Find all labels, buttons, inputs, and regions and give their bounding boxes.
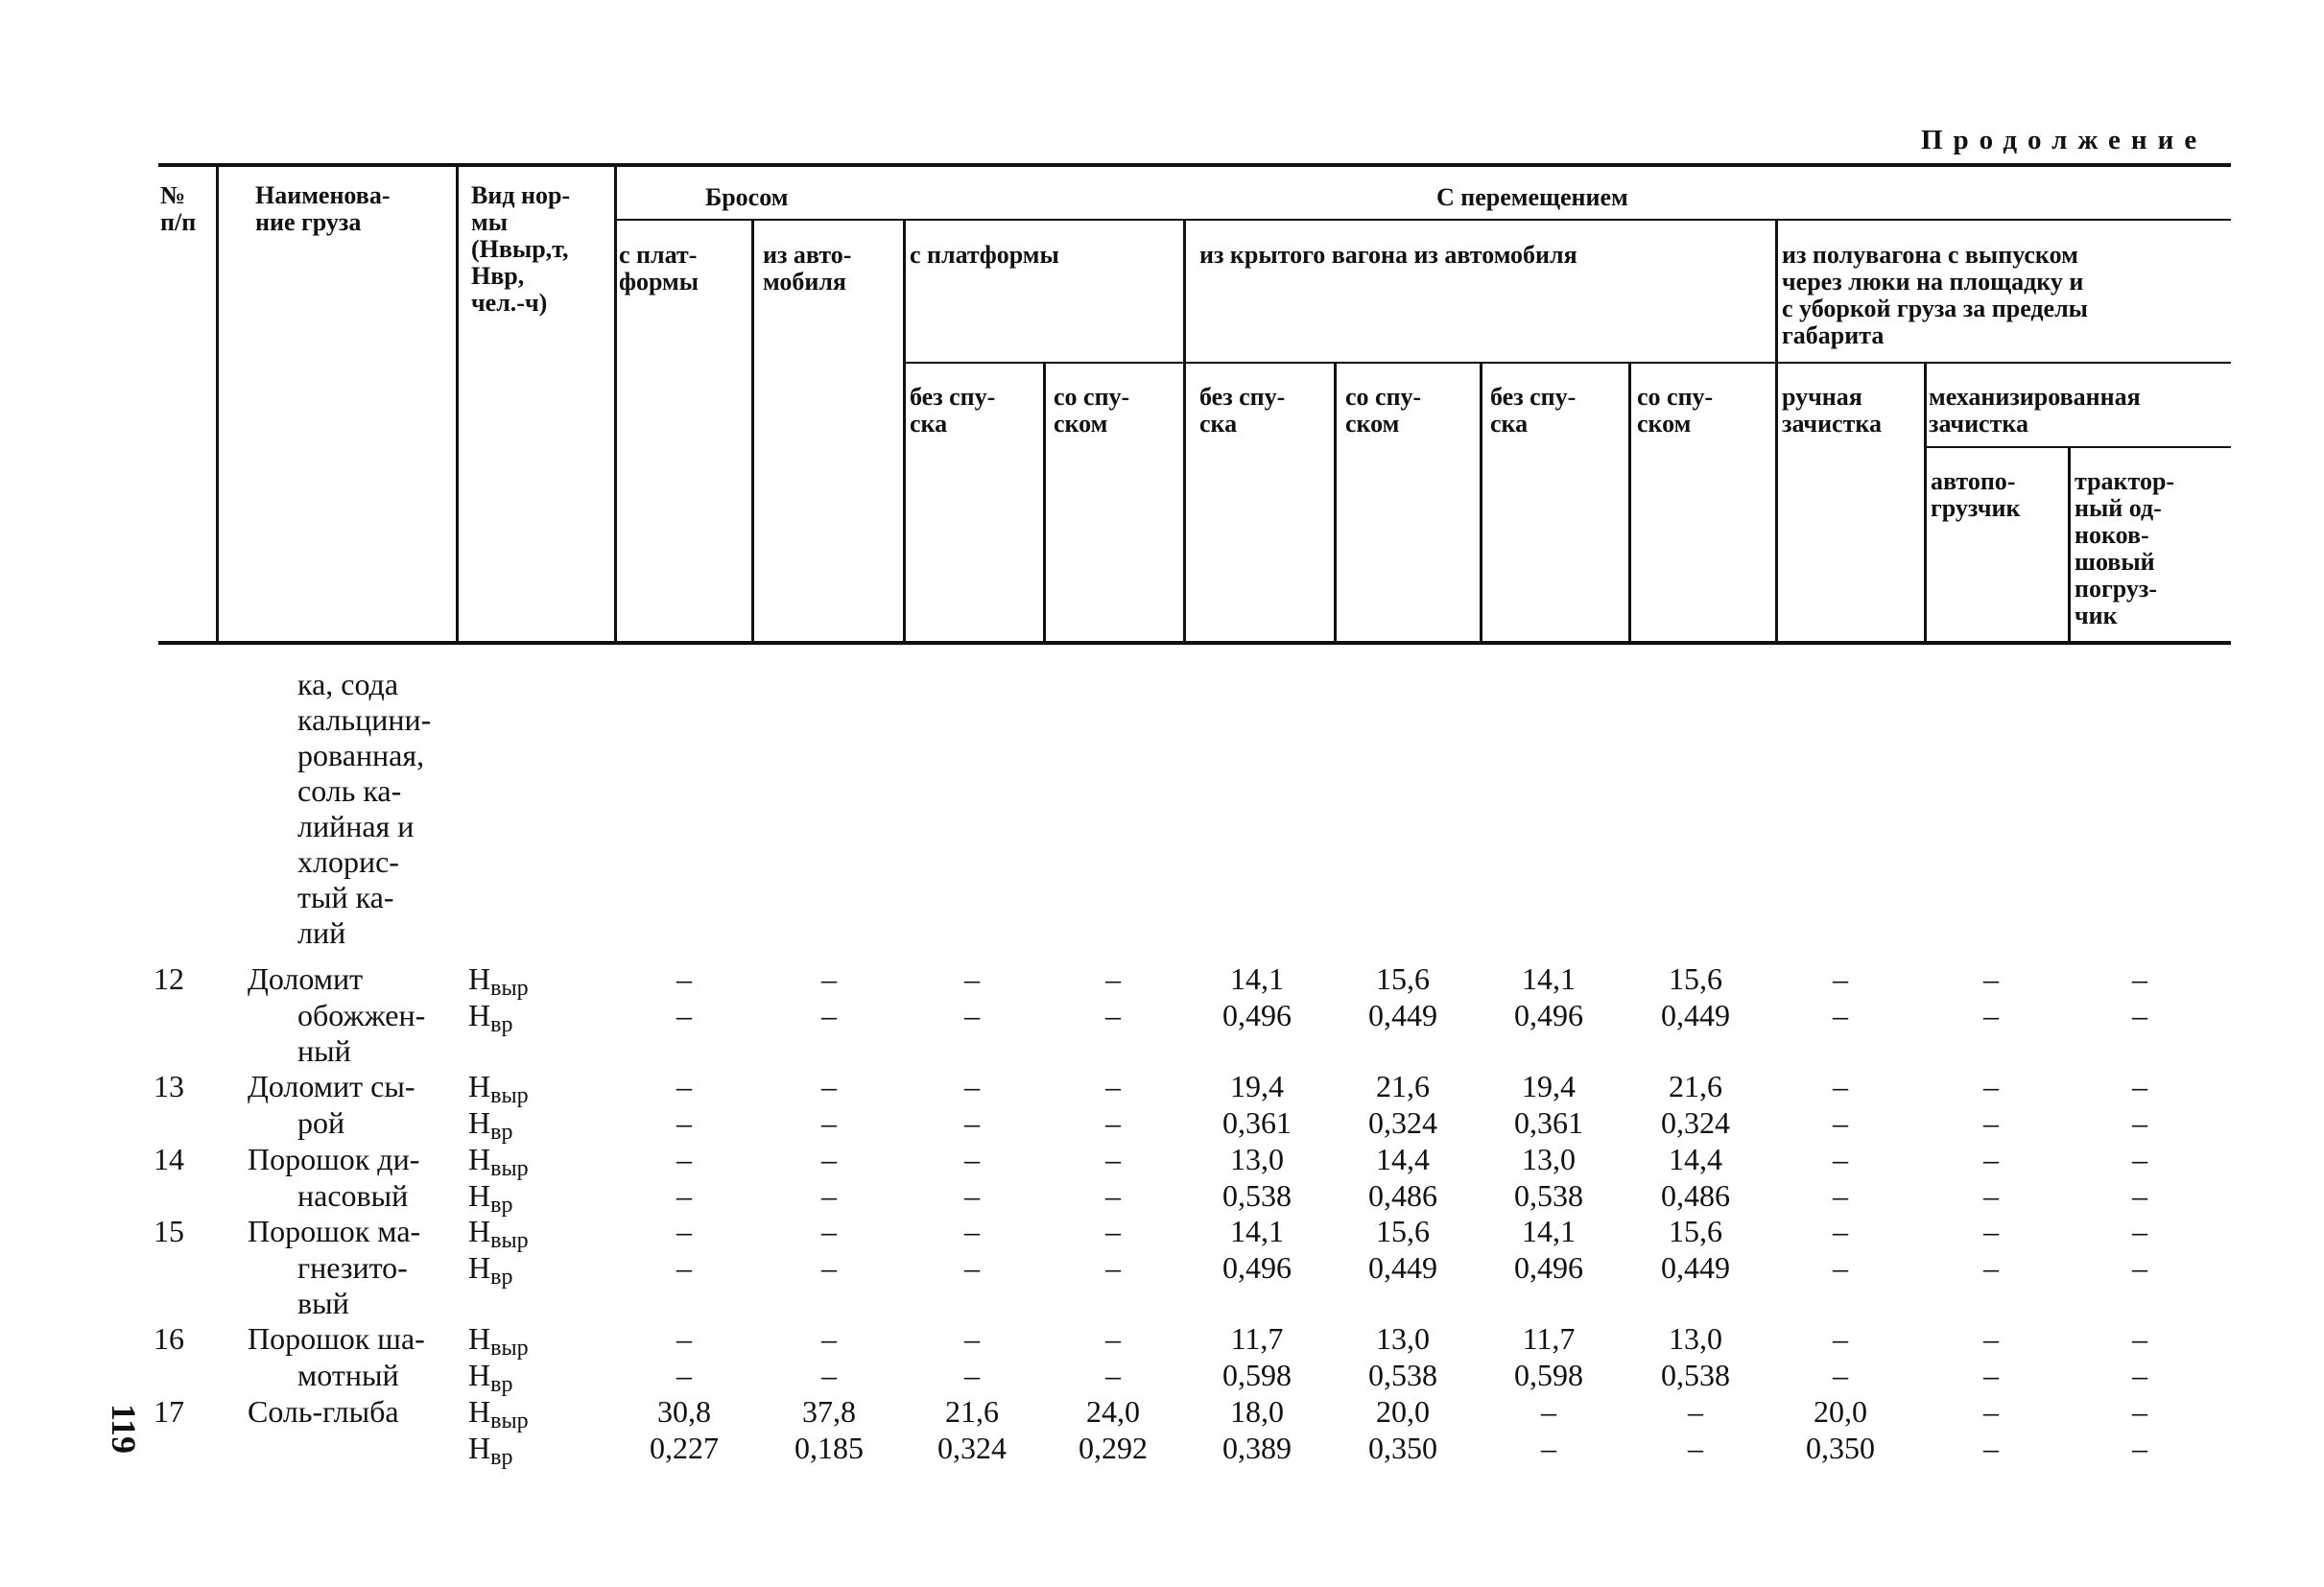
header-so-spuskom-2: со спу- ском (1345, 383, 1422, 438)
cell-vr: 0,538 (1368, 1357, 1437, 1392)
cell-vyr: – (2132, 1214, 2147, 1248)
vline-13 (2068, 446, 2071, 643)
vline-7 (1183, 219, 1186, 643)
cell-vyr: 15,6 (1376, 1214, 1430, 1248)
cell-vr: – (2132, 1430, 2147, 1465)
cell-vyr: – (1541, 1394, 1556, 1429)
cell-vyr: 13,0 (1230, 1142, 1284, 1176)
cell-vyr: – (1105, 1142, 1121, 1176)
cell-vyr: – (676, 1214, 692, 1248)
cell-vr: – (964, 1357, 980, 1392)
header-name: Наименова- ние груза (255, 181, 391, 236)
cell-vr: – (964, 1249, 980, 1285)
cell-vr: 0,538 (1661, 1357, 1730, 1392)
header-norm-type: Вид нор- мы (Hвыр,т, Hвр, чел.-ч) (471, 181, 571, 317)
cell-vr: – (1833, 1104, 1848, 1140)
cell-vyr: – (676, 1142, 692, 1176)
cell-vyr: – (1983, 1394, 1999, 1429)
cell-vr: – (1105, 1104, 1121, 1140)
row-name: Соль-глыба (248, 1394, 399, 1429)
row-name: гнезито- (297, 1249, 408, 1285)
row-name: Доломит (248, 961, 364, 996)
vline-2 (456, 163, 459, 643)
header-traktor: трактор- ный од- ноков- шовый погруз- чик (2075, 467, 2175, 629)
header-ruchnaya: ручная зачистка (1782, 383, 1882, 438)
cell-vyr: 14,4 (1376, 1142, 1430, 1176)
cell-vyr: 18,0 (1230, 1394, 1284, 1429)
norm-label-vyr: $H_{выр}$ (468, 961, 529, 1001)
rule-under-mekh (1924, 446, 2231, 448)
header-num: № п/п (160, 181, 197, 236)
cell-vr: 0,496 (1222, 1249, 1292, 1285)
header-s-platf: с плат- формы (619, 241, 700, 296)
norm-label-vyr: $H_{выр}$ (468, 1214, 529, 1253)
header-brosom: Бросом (705, 183, 789, 211)
cell-vyr: 21,6 (945, 1394, 999, 1429)
cell-vyr: – (2132, 1321, 2147, 1356)
header-so-spuskom-1: со спу- ском (1054, 383, 1130, 438)
cell-vr: – (2132, 997, 2147, 1032)
cell-vyr: – (676, 961, 692, 996)
cell-vyr: – (2132, 1394, 2147, 1429)
cell-vr: – (2132, 1249, 2147, 1285)
cell-vr: – (1105, 1177, 1121, 1213)
norm-label-vyr: $H_{выр}$ (468, 1321, 529, 1361)
row-name: рой (297, 1104, 345, 1140)
cell-vyr: – (1983, 1214, 1999, 1248)
cell-vyr: 15,6 (1376, 961, 1430, 996)
cell-vr: 0,496 (1222, 997, 1292, 1032)
cell-vr: – (676, 1357, 692, 1392)
continuation-label: Продолжение (1921, 125, 2208, 155)
cell-vr: 0,449 (1368, 1249, 1437, 1285)
cell-vyr: – (1105, 961, 1121, 996)
rule-under-subgroups (905, 362, 2231, 364)
norm-label-vr: $H_{вр}$ (468, 997, 513, 1037)
cell-vr: – (676, 1177, 692, 1213)
cell-vyr: – (821, 1321, 837, 1356)
cell-vr: – (964, 1104, 980, 1140)
cell-vr: 0,449 (1661, 1249, 1730, 1285)
header-so-spuskom-3: со спу- ском (1637, 383, 1714, 438)
carry-over-name: ка, сода кальцини- рованная, соль ка- лийная и хлорис- тый ка- лий (297, 667, 432, 950)
cell-vyr: 13,0 (1376, 1321, 1430, 1356)
header-bez-spuska-2: без спу- ска (1199, 383, 1286, 438)
header-bez-spuska-3: без спу- ска (1490, 383, 1577, 438)
cell-vyr: – (1688, 1394, 1703, 1429)
cell-vr: – (821, 997, 837, 1032)
cell-vr: 0,324 (937, 1430, 1007, 1465)
cell-vr: – (821, 1177, 837, 1213)
cell-vr: – (821, 1104, 837, 1140)
cell-vr: – (964, 1177, 980, 1213)
cell-vyr: 19,4 (1230, 1069, 1284, 1103)
cell-vr: 0,292 (1079, 1430, 1148, 1465)
cell-vr: 0,361 (1222, 1104, 1292, 1140)
cell-vr: 0,538 (1514, 1177, 1583, 1213)
cell-vr: – (1983, 1249, 1999, 1285)
cell-vr: – (1105, 997, 1121, 1032)
row-name: Доломит сы- (248, 1069, 415, 1103)
cell-vyr: – (676, 1069, 692, 1103)
cell-vr: – (2132, 1104, 2147, 1140)
cell-vyr: – (1983, 961, 1999, 996)
vline-1 (216, 163, 219, 643)
cell-vr: 0,598 (1222, 1357, 1292, 1392)
table-header-bottom-rule (158, 641, 2231, 645)
row-name: ный (297, 1033, 351, 1068)
cell-vr: 0,324 (1368, 1104, 1437, 1140)
row-name: Порошок ди- (248, 1142, 420, 1176)
cell-vr: – (676, 997, 692, 1032)
row-number: 16 (154, 1321, 184, 1356)
row-number: 15 (154, 1214, 184, 1248)
cell-vr: – (2132, 1177, 2147, 1213)
cell-vr: 0,496 (1514, 1249, 1583, 1285)
norm-label-vr: $H_{вр}$ (468, 1357, 513, 1397)
header-avtopogr: автопо- грузчик (1931, 467, 2021, 522)
vline-10 (1628, 362, 1631, 643)
cell-vyr: 14,4 (1669, 1142, 1722, 1176)
cell-vr: – (821, 1357, 837, 1392)
cell-vr: – (821, 1249, 837, 1285)
cell-vyr: 21,6 (1669, 1069, 1722, 1103)
row-name: вый (297, 1286, 349, 1320)
cell-vr: 0,361 (1514, 1104, 1583, 1140)
header-iz-poluvagona: из полувагона с выпуском через люки на площадку и с уборкой груза за пределы габарита (1782, 241, 2088, 349)
cell-vyr: – (964, 1142, 980, 1176)
cell-vyr: – (964, 1321, 980, 1356)
cell-vr: – (1833, 1249, 1848, 1285)
norm-label-vr: $H_{вр}$ (468, 1249, 513, 1290)
cell-vr: 0,486 (1661, 1177, 1730, 1213)
cell-vr: – (676, 1249, 692, 1285)
cell-vyr: – (2132, 1069, 2147, 1103)
cell-vyr: – (1833, 1214, 1848, 1248)
cell-vyr: 13,0 (1669, 1321, 1722, 1356)
rule-under-brosom (614, 219, 2231, 221)
header-bez-spuska-1: без спу- ска (910, 383, 996, 438)
cell-vyr: – (964, 1214, 980, 1248)
cell-vyr: 13,0 (1522, 1142, 1576, 1176)
cell-vyr: – (1833, 1142, 1848, 1176)
cell-vyr: – (1983, 1069, 1999, 1103)
vline-5 (903, 219, 906, 643)
table-top-rule (158, 163, 2231, 167)
cell-vyr: 14,1 (1230, 1214, 1284, 1248)
header-s-platformy: с платформы (910, 241, 1059, 269)
cell-vr: 0,486 (1368, 1177, 1437, 1213)
cell-vyr: 37,8 (802, 1394, 856, 1429)
row-name: Порошок ма- (248, 1214, 421, 1248)
cell-vr: – (1983, 1104, 1999, 1140)
cell-vr: 0,350 (1368, 1430, 1437, 1465)
cell-vr: 0,496 (1514, 997, 1583, 1032)
row-name: насовый (297, 1177, 409, 1213)
cell-vyr: – (821, 1214, 837, 1248)
cell-vyr: 20,0 (1376, 1394, 1430, 1429)
cell-vyr: – (1105, 1321, 1121, 1356)
cell-vyr: 14,1 (1230, 961, 1284, 996)
cell-vr: – (1833, 1177, 1848, 1213)
cell-vyr: – (821, 1069, 837, 1103)
vline-11 (1775, 219, 1778, 643)
vline-9 (1480, 362, 1482, 643)
cell-vyr: – (1983, 1142, 1999, 1176)
norm-label-vr: $H_{вр}$ (468, 1104, 513, 1145)
row-number: 13 (154, 1069, 184, 1103)
cell-vr: 0,227 (650, 1430, 719, 1465)
vline-3 (614, 163, 617, 643)
cell-vyr: – (1105, 1069, 1121, 1103)
cell-vr: 0,350 (1806, 1430, 1875, 1465)
row-name: мотный (297, 1357, 399, 1392)
cell-vr: 0,449 (1368, 997, 1437, 1032)
cell-vyr: – (2132, 1142, 2147, 1176)
cell-vr: 0,185 (794, 1430, 864, 1465)
cell-vyr: – (964, 1069, 980, 1103)
norm-label-vr: $H_{вр}$ (468, 1177, 513, 1218)
cell-vr: – (1688, 1430, 1703, 1465)
cell-vr: – (1983, 1177, 1999, 1213)
header-iz-avto: из авто- мобиля (763, 241, 852, 296)
cell-vr: – (1983, 1357, 1999, 1392)
cell-vr: 0,324 (1661, 1104, 1730, 1140)
cell-vyr: – (964, 961, 980, 996)
cell-vyr: 11,7 (1522, 1321, 1576, 1356)
cell-vyr: 15,6 (1669, 961, 1722, 996)
cell-vyr: 20,0 (1814, 1394, 1867, 1429)
cell-vr: – (1105, 1249, 1121, 1285)
cell-vr: – (964, 997, 980, 1032)
cell-vr: – (1105, 1357, 1121, 1392)
cell-vyr: 30,8 (657, 1394, 711, 1429)
cell-vyr: 24,0 (1086, 1394, 1140, 1429)
header-mekh: механизированная зачистка (1929, 383, 2141, 438)
cell-vyr: – (2132, 961, 2147, 996)
cell-vr: – (676, 1104, 692, 1140)
cell-vr: – (1983, 1430, 1999, 1465)
norm-label-vyr: $H_{выр}$ (468, 1394, 529, 1433)
header-peremesh: С перемещением (1436, 183, 1628, 211)
row-number: 12 (154, 961, 184, 996)
cell-vyr: – (821, 1142, 837, 1176)
vline-12 (1924, 362, 1927, 643)
cell-vyr: – (821, 961, 837, 996)
vline-6 (1043, 362, 1046, 643)
cell-vyr: 21,6 (1376, 1069, 1430, 1103)
cell-vr: 0,538 (1222, 1177, 1292, 1213)
cell-vr: – (1833, 997, 1848, 1032)
cell-vr: 0,598 (1514, 1357, 1583, 1392)
vline-4 (751, 219, 754, 643)
cell-vyr: 14,1 (1522, 1214, 1576, 1248)
row-name: обожжен- (297, 997, 426, 1032)
cell-vyr: 15,6 (1669, 1214, 1722, 1248)
cell-vyr: – (1833, 1321, 1848, 1356)
row-number: 14 (154, 1142, 184, 1176)
cell-vyr: 11,7 (1230, 1321, 1284, 1356)
cell-vyr: – (676, 1321, 692, 1356)
cell-vr: – (1833, 1357, 1848, 1392)
row-number: 17 (154, 1394, 184, 1429)
cell-vyr: – (1833, 1069, 1848, 1103)
cell-vr: 0,449 (1661, 997, 1730, 1032)
norm-label-vyr: $H_{выр}$ (468, 1142, 529, 1181)
cell-vyr: 14,1 (1522, 961, 1576, 996)
page-number: 119 (105, 1403, 144, 1455)
header-iz-krytogo: из крытого вагона из автомобиля (1199, 241, 1577, 269)
norm-label-vr: $H_{вр}$ (468, 1430, 513, 1470)
cell-vr: 0,389 (1222, 1430, 1292, 1465)
cell-vr: – (2132, 1357, 2147, 1392)
cell-vyr: – (1833, 961, 1848, 996)
row-name: Порошок ша- (248, 1321, 425, 1356)
cell-vyr: – (1105, 1214, 1121, 1248)
cell-vyr: 19,4 (1522, 1069, 1576, 1103)
cell-vr: – (1983, 997, 1999, 1032)
norm-label-vyr: $H_{выр}$ (468, 1069, 529, 1108)
vline-8 (1334, 362, 1337, 643)
cell-vr: – (1541, 1430, 1556, 1465)
cell-vyr: – (1983, 1321, 1999, 1356)
